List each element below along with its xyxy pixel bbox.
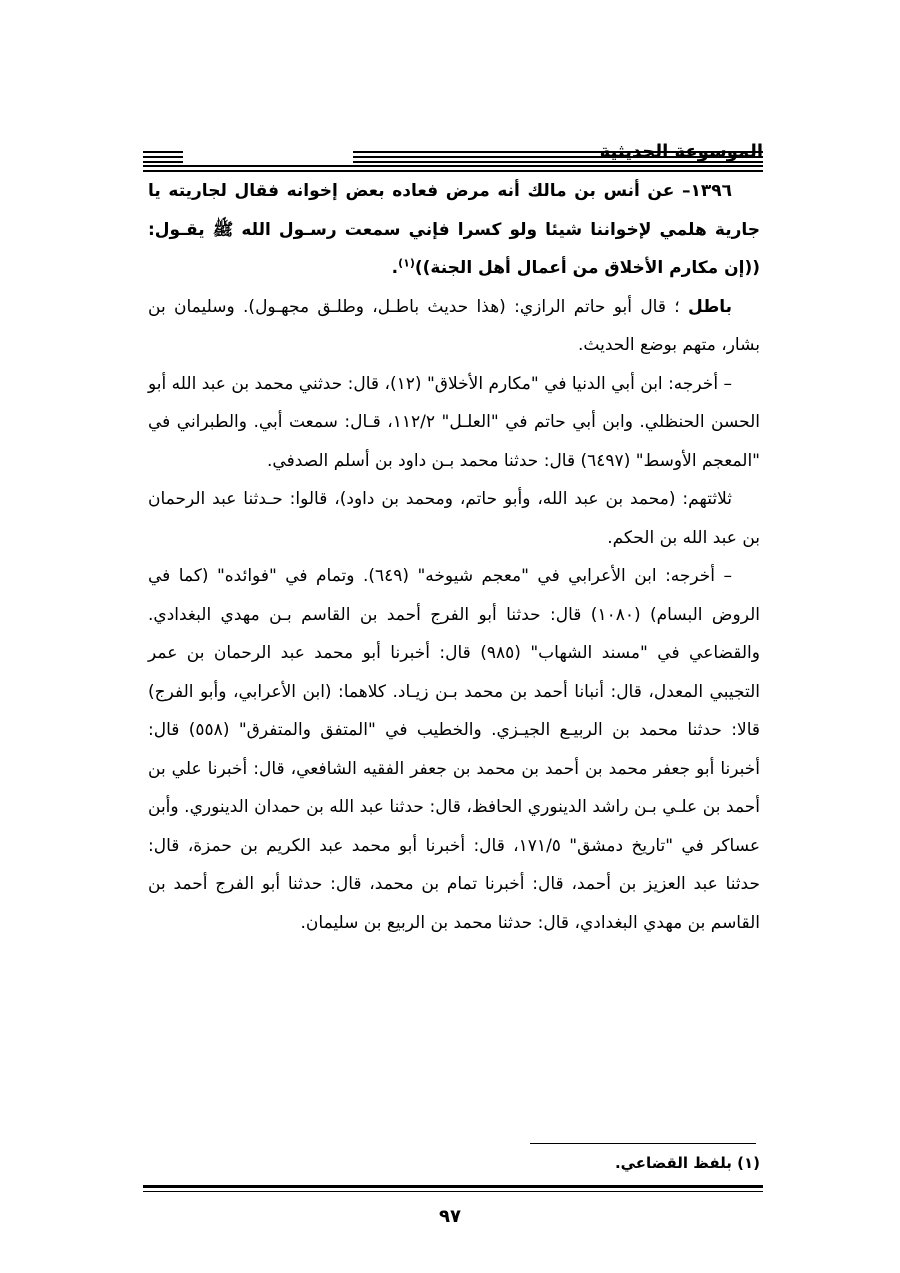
page-number: ٩٧ [439, 1206, 461, 1227]
grade-paragraph [148, 288, 760, 365]
takhrij-paragraph-2: ثلاثتهم: (محمد بن عبد الله، وأبو حاتم، ومحمد بن داود)، قالوا: حـدثنا عبد الرحمان بن عبد الله بن الحكم. [148, 489, 760, 548]
footer-rule [143, 1185, 763, 1188]
footnote [148, 1151, 760, 1175]
footnote-reference: (١) [398, 256, 415, 270]
grade-word: باطل [688, 296, 732, 317]
hadith-text [148, 172, 760, 288]
header-rule [143, 151, 183, 153]
header-underline [143, 165, 763, 167]
running-header [143, 137, 763, 173]
footnote-text: بلفظ القضاعي. [614, 1154, 732, 1172]
footnote-marker: (١) [737, 1154, 760, 1172]
hadith-end: . [391, 258, 399, 278]
footer-rule [143, 1191, 763, 1192]
header-rule [143, 161, 183, 163]
takhrij-paragraph-1: – أخرجه: ابن أبي الدنيا في "مكارم الأخلاق" (١٢)، قال: حدثني محمد بن عبد الله أبو الحسن الحنظلي. وابن أبي حاتم في "العلـل" ١١٢/٢، قـال: سمعت أبي. والطبراني في "المعجم الأوسط" (٦٤٩٧) قال: حدثنا محمد بـن داود بن أسلم الصدفي. [148, 373, 761, 471]
hadith-line: ١٣٩٦– عن أنس بن مالك أنه مرض فعاده بعض إخوانه فقال لجاريته يا جارية هلمي لإخواننا شيئا ولو كسرا فإني سمعت رسـول الله ﷺ يقـول: ((إن مكارم الأخلاق من أعمال أهل الجنة)) [148, 181, 760, 278]
header-rule [143, 156, 183, 158]
grade-text: ؛ قال أبو حاتم الرازي: (هذا حديث باطـل، وطلـق مجهـول). وسليمان بن بشار، متهم بوضع الحديث. [148, 296, 760, 355]
footnote-separator [530, 1143, 756, 1144]
header-title: الموسوعة الحديثية [599, 141, 763, 162]
page-body [148, 172, 760, 942]
takhrij-paragraph-3: – أخرجه: ابن الأعرابي في "معجم شيوخه" (٦٤٩). وتمام في "فوائده" (كما في الروض البسام) (١٠٨٠) قال: حدثنا أبو الفرج أحمد بن القاسم بـن مهدي البغدادي. والقضاعي في "مسند الشهاب" (٩٨٥) قال: أخبرنا أبو محمد عبد الرحمان بن عمر التجيبي المعدل، قال: أنبانا أحمد بن محمد بـن زيـاد. كلاهما: (ابن الأعرابي، وأبو الفرج) قالا: حدثنا محمد بن الربيـع الجيـزي. والخطيب في "المتفق والمتفرق" (٥٥٨) قال: أخبرنا أبو جعفر محمد بن أحمد بن محمد بن جعفر الفقيه الشافعي، قال: أخبرنا علي بن أحمد بن علـي بـن راشد الدينوري الحافظ، قال: حدثنا عبد الله بن حمدان الدينوري. وأبن عساكر في "تاريخ دمشق" ١٧١/٥، قال: أخبرنا أبو محمد عبد الكريم بن حمزة، قال: حدثنا عبد العزيز بن أحمد، قال: أخبرنا تمام بن محمد، قال: حدثنا أبو الفرج أحمد بن القاسم بن مهدي البغدادي، قال: حدثنا محمد بن الربيع بن سليمان. [148, 566, 761, 933]
